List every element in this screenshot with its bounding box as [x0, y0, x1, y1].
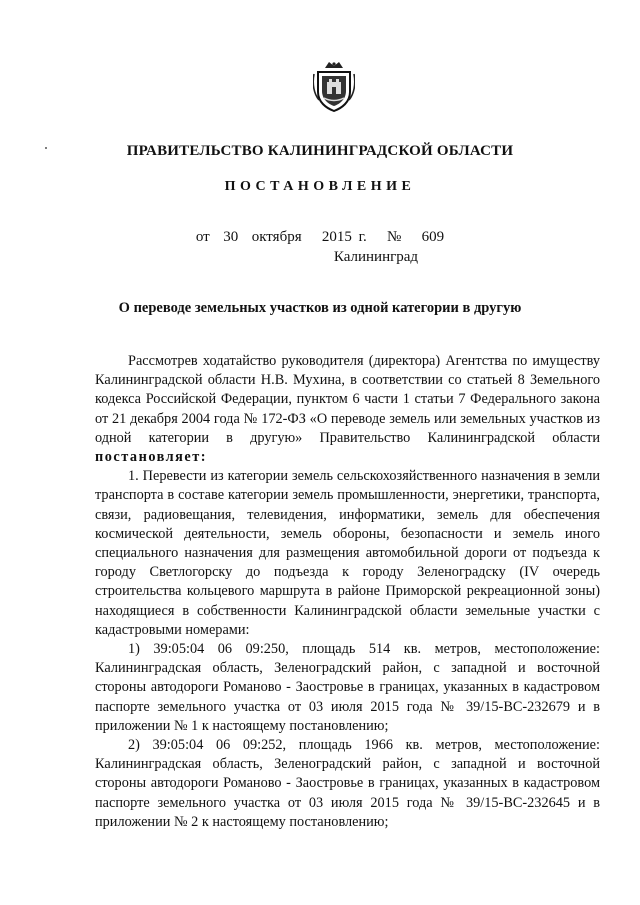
document-body — [95, 352, 600, 832]
document-type: ПОСТАНОВЛЕНИЕ — [224, 179, 416, 194]
date-line-text: от 30 октября 2015 г. № 609 — [195, 229, 445, 245]
government-name: ПРАВИТЕЛЬСТВО КАЛИНИНГРАДСКОЙ ОБЛАСТИ — [126, 143, 514, 159]
item-1-2-paragraph: 2) 39:05:04 06 09:252, площадь 1966 кв. метров, местоположение: Калининградская область, Зеленоградский район, с западной и восточной стороны автодороги Романово - Заостровье в границах, указанных в кадастровом паспорте земельного участка от 03 июля 2015 года № 39/15-ВС-232645 и в приложении № 2 к настоящему постановлению; — [95, 737, 600, 830]
document-subject: О переводе земельных участков из одной категории в другую — [118, 300, 522, 316]
intro-paragraph — [95, 352, 600, 467]
decree-word: постановляет: — [95, 449, 208, 466]
item-1-paragraph: 1. Перевести из категории земель сельскохозяйственного назначения в земли транспорта в составе категории земель промышленности, энергетики, транспорта, связи, радиовещания, телевидения, информатики, земель для обеспечения космической деятельности, земель обороны, безопасности и земель иного специального назначения для размещения автомобильной дороги от подъезда к городу Светлогорску до подъезда к городу Зеленоградску (IV очередь строительства кольцевого маршрута в районе Приморской рекреационной зоны) находящиеся в собственности Калининградской области земельные участки с кадастровыми номерами: — [95, 468, 600, 638]
item-1-1-paragraph: 1) 39:05:04 06 09:250, площадь 514 кв. метров, местоположение: Калининградская область, Зеленоградский район, с западной и восточной стороны автодороги Романово - Заостровье в границах, указанных в кадастровом паспорте земельного участка от 03 июля 2015 года № 39/15-ВС-232679 и в приложении № 1 к настоящему постановлению; — [95, 641, 600, 734]
date-and-number — [0, 229, 640, 246]
intro-text: Рассмотрев ходатайство руководителя (директора) Агентства по имуществу Калининградской области Н.В. Мухина, в соответствии со статьей 8 Земельного кодекса Российской Федерации, пунктом 6 части 1 статьи 7 Федерального закона от 21 декабря 2004 года № 172-ФЗ «О переводе земель или земельных участков из одной категории в другую» Правительство Калининградской области — [95, 353, 600, 446]
coat-of-arms-emblem — [313, 60, 355, 112]
city-name: Калининград — [333, 249, 419, 265]
